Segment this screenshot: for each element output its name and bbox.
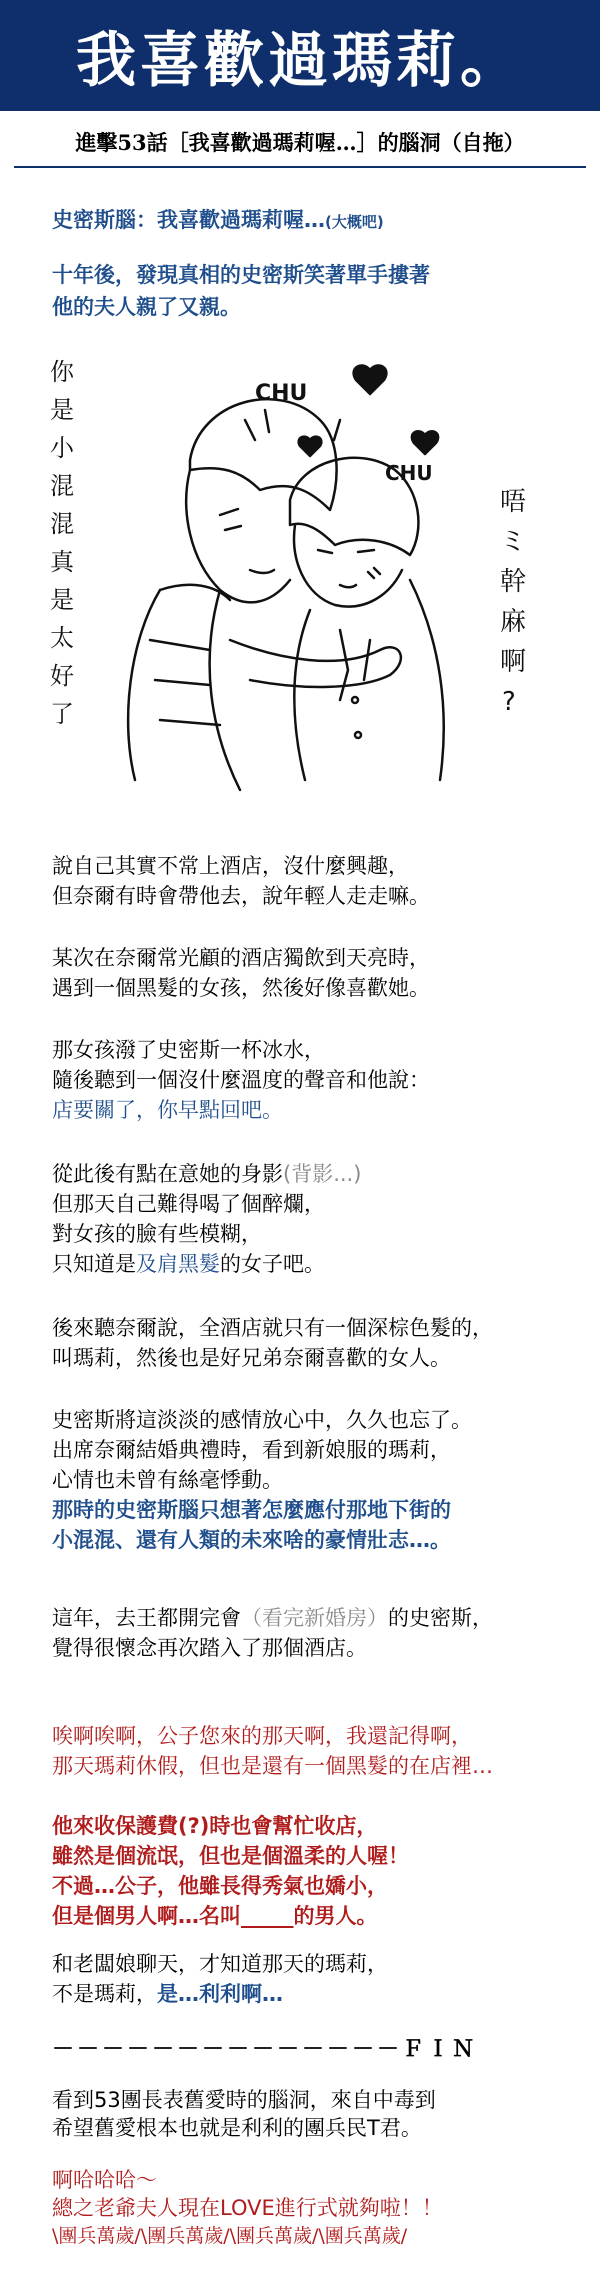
heart-icon [299,437,322,456]
story-line-red: 他來收保護費(?)時也會幫忙收店， [52,1814,378,1838]
subtitle: 進擊53話［我喜歡過瑪莉喔…］的腦洞（自拖） [75,130,525,155]
story-text: 的女子吧。 [220,1252,325,1276]
story-text: 從此後有點在意她的身影 [52,1162,283,1186]
left-char: 你 [50,358,74,386]
story-line [52,1250,325,1278]
story-line-red: 那天瑪莉休假，但也是還有一個黑髮的在店裡… [52,1754,493,1778]
short-man-body [294,580,443,780]
story-line: 某次在奈爾常光顧的酒店獨飲到天亮時， [52,946,430,970]
intro-speaker-note: (大概吧) [325,213,384,231]
short-man-face [294,525,402,607]
story-line: 說自己其實不常上酒店，沒什麼興趣， [52,854,409,878]
left-char: 是 [50,586,74,614]
chu-text-1: CHU [255,381,308,406]
left-char: 太 [50,624,74,652]
left-char: 真 [50,548,74,576]
story-quote: 店要關了，你早點回吧。 [52,1098,283,1122]
story-text: 這年，去王都開完會 [52,1606,241,1630]
left-char: 混 [50,510,74,538]
story-note: (背影...) [283,1162,362,1186]
tall-man-arm [230,640,401,687]
afterword-red: 總之老爺夫人現在LOVE進行式就夠啦！！ [52,2196,443,2220]
story-line: 對女孩的臉有些模糊， [52,1222,262,1246]
left-char: 了 [50,700,74,728]
afterword-red: 啊哈哈哈～ [52,2168,157,2192]
intro-speaker [52,206,384,236]
left-char: 好 [50,662,74,690]
tall-man-face [186,470,290,602]
illustration [40,340,580,820]
story-line: 和老闆娘聊天，才知道那天的瑪莉， [52,1952,388,1976]
right-char: 唔 [500,487,527,517]
story-text: 不是瑪莉， [52,1982,157,2006]
story-highlight: 及肩黑髮 [136,1252,220,1276]
chu-text-2: CHU [385,461,433,485]
tall-man-hair [190,399,337,510]
left-vertical-text [50,358,75,728]
story-note: （看完新婚房） [241,1606,388,1630]
afterword-red: \團兵萬歲/\團兵萬歲/\團兵萬歲/\團兵萬歲/ [52,2225,408,2247]
left-char: 是 [50,396,74,424]
right-char: ? [502,687,516,717]
story-line: 隨後聽到一個沒什麼溫度的聲音和他說： [52,1068,430,1092]
story-line: 遇到一個黑髮的女孩，然後好像喜歡她。 [52,976,430,1000]
story-line: 史密斯將這淡淡的感情放心中，久久也忘了。 [52,1408,472,1432]
afterword-line: 希望舊愛根本也就是利利的團兵民T君。 [52,2116,422,2140]
left-char: 小 [50,434,74,462]
story-line: 叫瑪莉，然後也是好兄弟奈爾喜歡的女人。 [52,1346,451,1370]
intro-line1: 十年後，發現真相的史密斯笑著單手摟著 [52,263,430,287]
right-char: ミ [500,527,527,557]
story-line-red: 唉啊唉啊，公子您來的那天啊，我還記得啊， [52,1724,472,1748]
story-line: 出席奈爾結婚典禮時，看到新娘服的瑪莉， [52,1438,451,1462]
story-line [52,1980,283,2008]
story-text: 的史密斯， [388,1606,493,1630]
right-char: 麻 [500,607,527,637]
story-line-red: 不過…公子，他雖長得秀氣也嬌小， [52,1874,388,1898]
right-char: 幹 [500,567,527,597]
story-line-red: 雖然是個流氓，但也是個溫柔的人喔！ [52,1844,409,1868]
story-line-blue: 小混混、還有人類的未來啥的豪情壯志…。 [52,1528,451,1552]
story-line: 那女孩潑了史密斯一杯冰水， [52,1038,325,1062]
story-highlight: 是…利利啊… [157,1982,283,2006]
tall-man-body [128,590,240,790]
divider [14,166,586,168]
heart-icon [412,431,438,454]
story-line: 心情也未曾有絲毫悸動。 [52,1468,283,1492]
intro-speaker-text: 史密斯腦：我喜歡過瑪莉喔… [52,208,325,232]
title-banner [0,0,600,111]
right-vertical-text [500,487,526,717]
story-text: 只知道是 [52,1252,136,1276]
story-line [52,1160,361,1188]
story-line: 後來聽奈爾說，全酒店就只有一個深棕色髮的， [52,1316,493,1340]
left-char: 混 [50,472,74,500]
story-line: 覺得很懷念再次踏入了那個酒店。 [52,1636,367,1660]
heart-icon [354,365,387,394]
right-char: 啊 [500,647,527,677]
story-line: 但奈爾有時會帶他去，說年輕人走走嘛。 [52,884,430,908]
story-line-red: 但是個男人啊…名叫_____的男人。 [52,1904,378,1928]
afterword-line: 看到53團長表舊愛時的腦洞，來自中毒到 [52,2088,436,2112]
fin-divider: －－－－－－－－－－－－－－ＦＩＮ [52,2037,478,2062]
story-line [52,1604,493,1632]
story-line-blue: 那時的史密斯腦只想著怎麼應付那地下街的 [52,1498,451,1522]
page-title: 我喜歡過瑪莉。 [76,25,524,96]
story-line: 但那天自己難得喝了個醉爛， [52,1192,325,1216]
intro-line2: 他的夫人親了又親。 [52,295,241,319]
